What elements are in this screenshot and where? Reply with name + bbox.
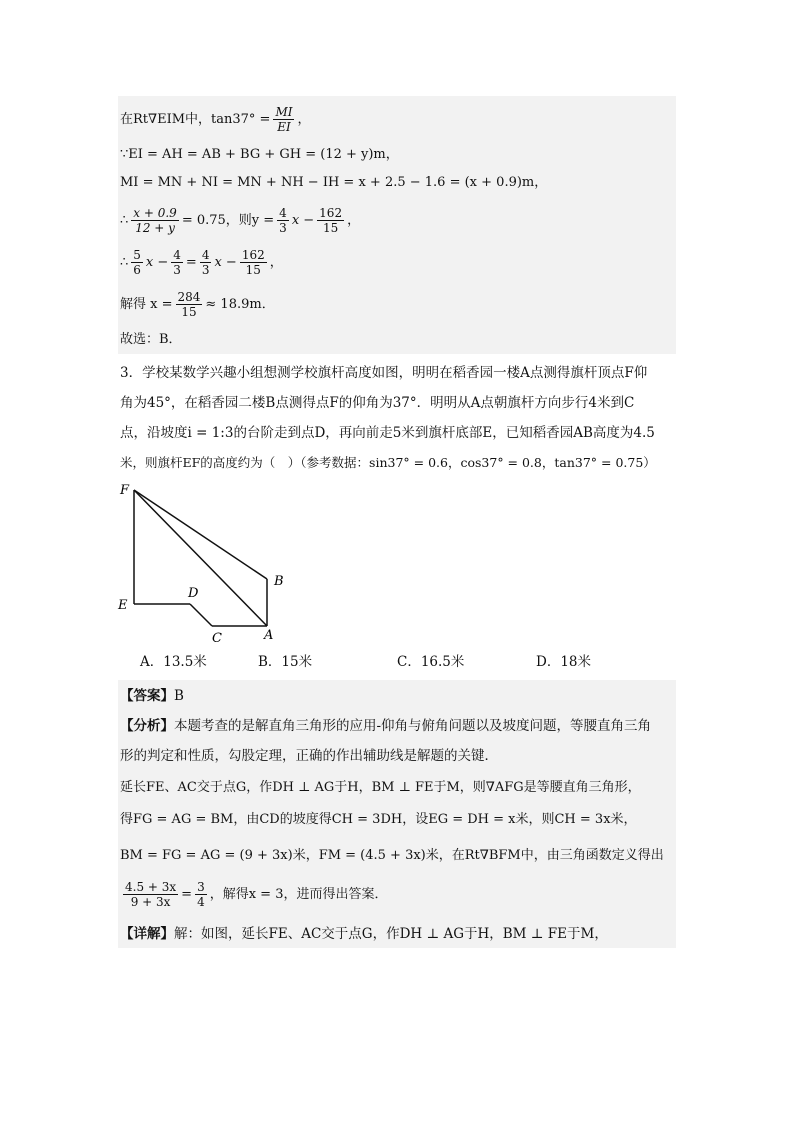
question-text [120, 358, 680, 478]
option-d[interactable]: D．18米 [536, 654, 592, 670]
solution-text: ∴ [120, 255, 129, 270]
fraction-numerator: 284 [177, 290, 201, 304]
fraction [176, 290, 203, 319]
detail-line [120, 924, 608, 944]
fraction-numerator: x + 0.9 [133, 206, 177, 220]
answer-value: B [174, 688, 184, 704]
segment-DC [190, 604, 212, 626]
solution-line-1 [120, 105, 311, 134]
solution-line-5 [120, 248, 283, 277]
fraction [171, 248, 183, 277]
analysis-line-5: BM = FG = AG = (9 + 3x)米，FM = (4.5 + 3x)米，在Rt∇BFM中，由三角函数定义得出 [120, 848, 664, 863]
fraction-numerator: 3 [197, 880, 205, 894]
fraction [277, 206, 289, 235]
fraction-numerator: 162 [319, 206, 343, 220]
solution-line-4 [120, 206, 360, 235]
fraction-numerator: 5 [133, 248, 141, 262]
label-E: E [118, 598, 128, 613]
solution-text: 在Rt∇EIM中，tan37° = [120, 112, 271, 127]
option-a[interactable]: A．13.5米 [140, 654, 207, 670]
fraction-denominator: 3 [173, 263, 181, 277]
fraction [273, 105, 294, 134]
fraction-denominator: 3 [279, 221, 287, 235]
fraction-denominator: 15 [181, 305, 197, 319]
analysis-line-2: 形的判定和性质，勾股定理，正确的作出辅助线是解题的关键． [120, 748, 498, 764]
question-line-2: 角为45°，在稻香园二楼B点测得点F的仰角为37°．明明从A点朝旗杆方向步行4米到C [120, 395, 635, 411]
solution-text: = 0.75，则y = [181, 213, 275, 228]
fraction [195, 880, 207, 909]
fraction [123, 880, 178, 909]
fraction [317, 206, 344, 235]
segment-FA [134, 490, 267, 626]
analysis-text: = [181, 887, 193, 902]
detail-text: 解：如图，延长FE、AC交于点G，作DH ⊥ AG于H，BM ⊥ FE于M， [174, 926, 608, 942]
label-F: F [120, 483, 130, 498]
solution-text: x − [291, 213, 315, 228]
option-c[interactable]: C．16.5米 [397, 654, 465, 670]
label-D: D [188, 586, 199, 601]
fraction-numerator: 4 [201, 248, 210, 262]
label-B: B [274, 574, 284, 589]
option-b[interactable]: B．15米 [258, 654, 313, 670]
solution-text: ， [269, 255, 283, 270]
geometry-figure [112, 478, 302, 648]
solution-line-7: 故选：B． [120, 332, 182, 347]
question-line-3: 点，沿坡度i = 1:3的台阶走到点D，再向前走5米到旗杆底部E，已知稻香园AB高度为4.5 [120, 425, 655, 441]
fraction-denominator: 6 [133, 263, 141, 277]
fraction-numerator: 4 [173, 248, 181, 262]
solution-text: ， [297, 112, 311, 127]
fraction-numerator: 162 [241, 248, 265, 262]
segment-FB [134, 490, 267, 579]
fraction-numerator: 4.5 + 3x [125, 880, 177, 894]
fraction-denominator: 9 + 3x [130, 895, 171, 909]
solution-text: ， [347, 213, 361, 228]
solution-text: = [185, 255, 197, 270]
fraction-denominator: 15 [245, 263, 261, 277]
solution-line-6 [120, 290, 275, 319]
analysis-line-1 [120, 716, 651, 736]
fraction [131, 206, 179, 235]
fraction-denominator: 12 + y [135, 221, 175, 235]
solution-text: x − [214, 255, 237, 270]
fraction [200, 248, 212, 277]
label-C: C [212, 631, 222, 646]
fraction-denominator: 3 [201, 263, 210, 277]
analysis-text: 本题考查的是解直角三角形的应用-仰角与俯角问题以及坡度问题，等腰直角三角 [174, 718, 652, 734]
fraction-denominator: EI [277, 120, 291, 134]
question-line-1: 3．学校某数学兴趣小组想测学校旗杆高度如图，明明在稻香园一楼A点测得旗杆顶点F仰 [120, 365, 648, 381]
analysis-line-4: 得FG = AG = BM，由CD的坡度得CH = 3DH，设EG = DH = x米，则CH = 3x米， [120, 812, 637, 827]
solution-text: ≈ 18.9m． [205, 297, 275, 312]
fraction-numerator: MI [275, 105, 293, 119]
fraction [240, 248, 267, 277]
solution-line-2: ∵EI = AH = AB + BG + GH = (12 + y)m， [120, 147, 399, 162]
solution-line-3: MI = MN + NI = MN + NH − IH = x + 2.5 − 1.6 = (x + 0.9)m， [120, 175, 548, 190]
fraction-numerator: 4 [279, 206, 287, 220]
label-A: A [264, 628, 274, 643]
fraction-denominator: 15 [322, 221, 339, 235]
analysis-line-3: 延长FE、AC交于点G，作DH ⊥ AG于H，BM ⊥ FE于M，则∇AFG是等腰直角三角形， [120, 780, 641, 795]
solution-text: 解得 x = [120, 297, 173, 312]
fraction-denominator: 4 [197, 895, 205, 909]
fraction [131, 248, 143, 277]
detail-label: 【详解】 [120, 926, 174, 942]
analysis-line-6 [120, 880, 387, 909]
solution-text: x − [145, 255, 169, 270]
question-line-4: 米，则旗杆EF的高度约为（ ）（参考数据：sin37° = 0.6，cos37° = 0.8，tan37° = 0.75） [120, 455, 656, 470]
solution-text: ∴ [120, 213, 129, 228]
answer-label: 【答案】 [120, 688, 174, 704]
analysis-text: ，解得x = 3，进而得出答案． [209, 887, 388, 902]
answer-line [120, 686, 184, 706]
analysis-label: 【分析】 [120, 718, 174, 734]
